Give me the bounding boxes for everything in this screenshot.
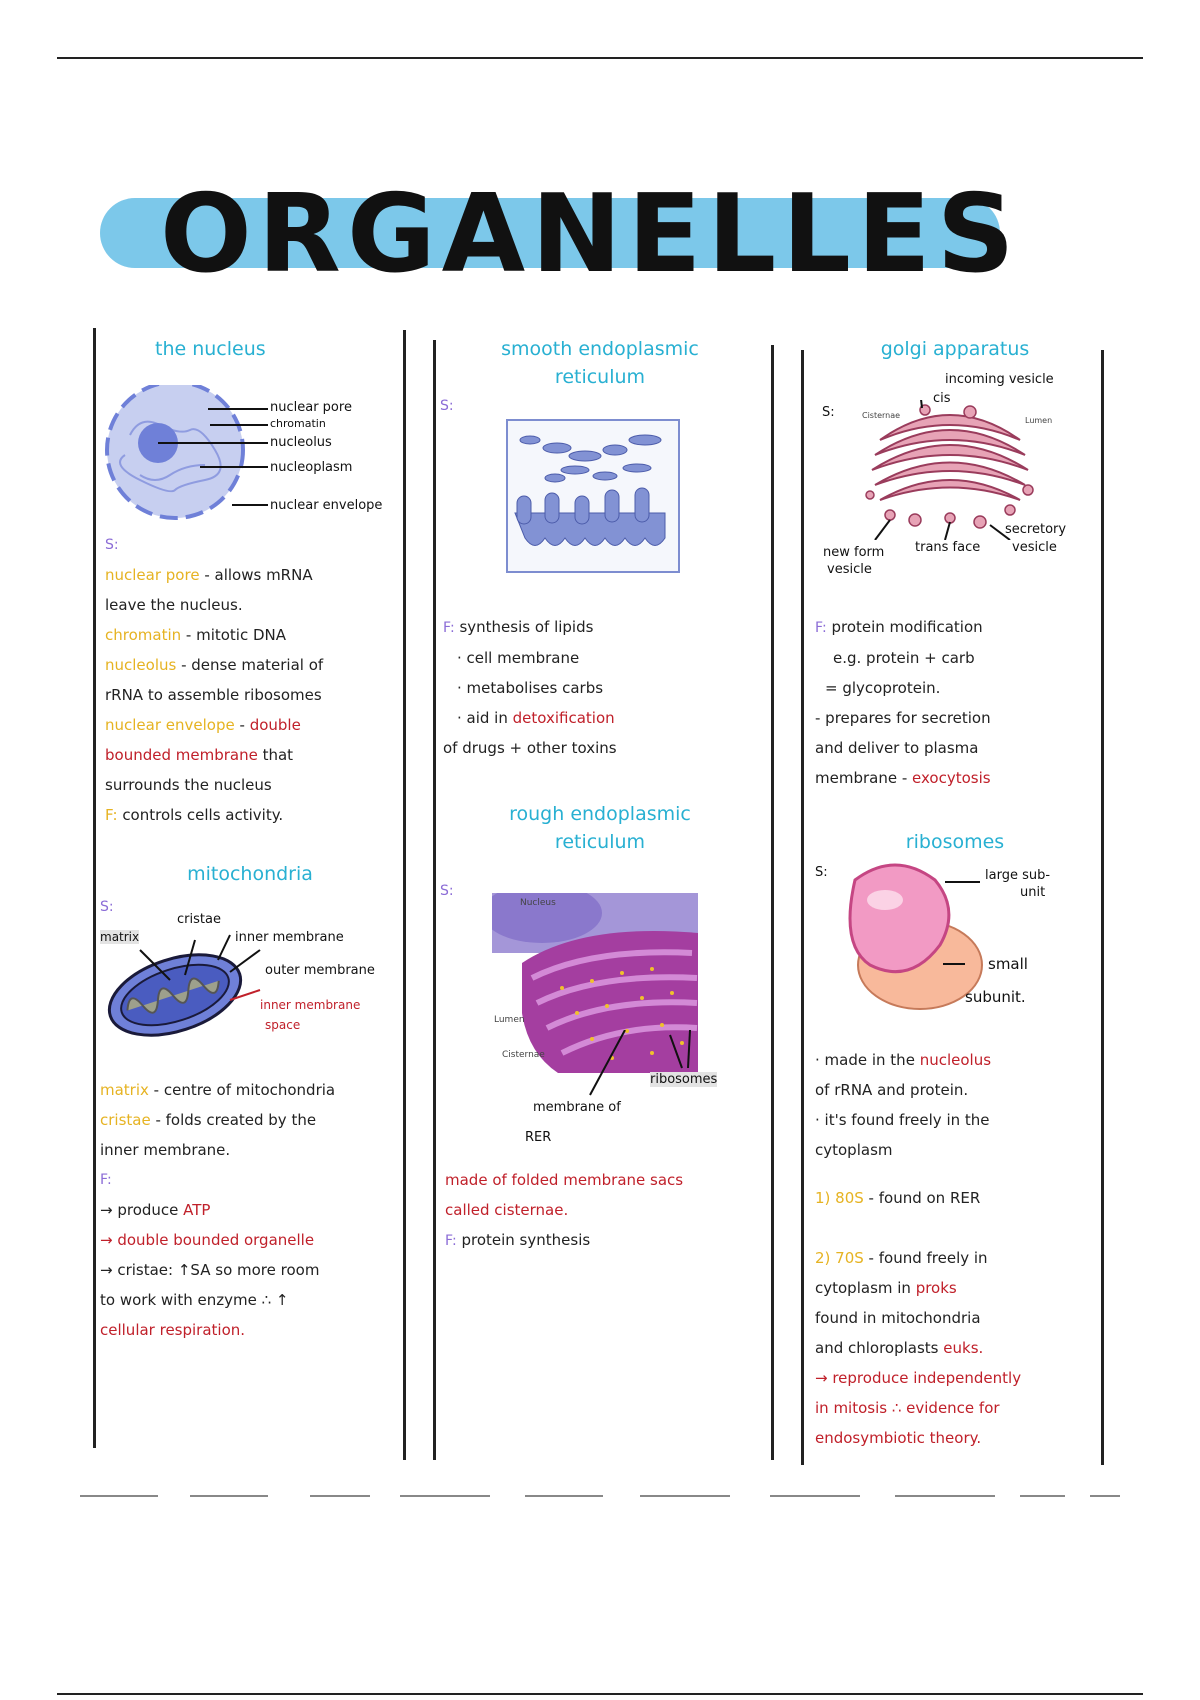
label-outer-membrane: outer membrane xyxy=(265,963,375,978)
mitochondria-s-marker: S: xyxy=(100,899,114,915)
label-intermembrane-space-2: space xyxy=(265,1018,301,1032)
label-new-form-vesicle-2: vesicle xyxy=(827,562,872,577)
golgi-line: - prepares for secretion xyxy=(815,709,991,727)
rer-heading: rough endoplasmic xyxy=(509,803,691,825)
label-rer-nucleus: Nucleus xyxy=(520,898,556,908)
ribo-line: endosymbiotic theory. xyxy=(815,1429,982,1447)
ser-heading-2: reticulum xyxy=(554,366,646,388)
nucleus-line: surrounds the nucleus xyxy=(105,776,272,794)
mito-line: cellular respiration. xyxy=(100,1321,246,1339)
column-divider xyxy=(93,328,96,1448)
mitochondria-heading: mitochondria xyxy=(187,863,313,885)
label-trans-face: trans face xyxy=(915,540,981,555)
mito-line: cristae - folds created by the xyxy=(100,1111,317,1129)
golgi-heading: golgi apparatus xyxy=(880,338,1030,360)
mitochondria-panel xyxy=(100,860,400,922)
golgi-line: membrane - exocytosis xyxy=(815,769,991,787)
label-matrix: matrix xyxy=(100,930,140,944)
label-nucleoplasm: nucleoplasm xyxy=(270,460,353,475)
label-intermembrane-space: inner membrane xyxy=(260,998,361,1012)
ribo-line: cytoplasm xyxy=(815,1141,893,1159)
label-rer-cisternae: Cisternae xyxy=(502,1050,545,1060)
mito-line: → produce ATP xyxy=(100,1201,211,1219)
label-inner-membrane: inner membrane xyxy=(235,930,344,945)
label-secretory-vesicle: secretory xyxy=(1005,522,1067,537)
label-secretory-vesicle-2: vesicle xyxy=(1012,540,1057,555)
mito-line: → double bounded organelle xyxy=(100,1231,315,1249)
ser-line: of drugs + other toxins xyxy=(443,739,617,757)
label-large-subunit: large sub- xyxy=(985,868,1051,883)
ribo-line: · made in the nucleolus xyxy=(815,1051,992,1069)
rer-line: called cisternae. xyxy=(445,1201,569,1219)
page-title: ORGANELLES xyxy=(160,172,1021,297)
label-large-subunit-2: unit xyxy=(1020,885,1046,900)
ser-heading: smooth endoplasmic xyxy=(501,338,699,360)
ser-line: · cell membrane xyxy=(457,649,580,667)
mito-line: → cristae: ↑SA so more room xyxy=(100,1261,320,1279)
ser-s-marker: S: xyxy=(440,398,454,414)
label-rer-lumen: Lumen xyxy=(494,1015,525,1025)
nucleus-s-marker: S: xyxy=(105,537,119,553)
ribo-line: 1) 80S - found on RER xyxy=(815,1189,981,1207)
nucleus-function: F: controls cells activity. xyxy=(105,806,284,824)
mito-line: inner membrane. xyxy=(100,1141,231,1159)
rer-s-marker: S: xyxy=(440,883,454,899)
column-divider xyxy=(433,340,436,1460)
nucleus-notes xyxy=(105,530,400,830)
label-cis: cis xyxy=(933,391,951,406)
nucleus-line: nuclear envelope - double xyxy=(105,716,301,734)
rer-pointers xyxy=(585,1030,705,1110)
ribo-line: and chloroplasts euks. xyxy=(815,1339,984,1357)
golgi-line: e.g. protein + carb xyxy=(833,649,975,667)
nucleus-line: rRNA to assemble ribosomes xyxy=(105,686,322,704)
dashed-divider xyxy=(80,1495,1120,1497)
nucleus-line: bounded membrane that xyxy=(105,746,294,764)
ser-notes xyxy=(443,612,768,763)
mito-line: matrix - centre of mitochondria xyxy=(100,1081,336,1099)
ribosomes-heading: ribosomes xyxy=(905,831,1005,853)
nucleus-line: nucleolus - dense material of xyxy=(105,656,324,674)
rer-line: made of folded membrane sacs xyxy=(445,1171,684,1189)
label-rer-ribosomes: ribosomes xyxy=(650,1072,718,1087)
ribosomes-s-marker: S: xyxy=(815,865,828,880)
ser-diagram xyxy=(505,418,681,574)
ser-line: · aid in detoxification xyxy=(457,709,615,727)
rer-notes xyxy=(445,1165,770,1256)
ribo-line: cytoplasm in proks xyxy=(815,1279,957,1297)
label-incoming-vesicle: incoming vesicle xyxy=(945,372,1054,387)
nucleus-panel xyxy=(100,335,400,363)
label-new-form-vesicle: new form xyxy=(823,545,885,560)
column-divider xyxy=(771,345,774,1460)
label-nuclear-envelope: nuclear envelope xyxy=(270,498,383,513)
label-golgi-lumen: Lumen xyxy=(1025,416,1053,425)
ribo-line: of rRNA and protein. xyxy=(815,1081,969,1099)
golgi-diagram xyxy=(860,400,1040,540)
golgi-panel xyxy=(810,335,1100,363)
nucleus-line: chromatin - mitotic DNA xyxy=(105,626,287,644)
mitochondria-notes xyxy=(100,1075,400,1345)
ribo-line: in mitosis ∴ evidence for xyxy=(815,1399,1000,1417)
golgi-line: = glycoprotein. xyxy=(825,679,941,697)
ribo-line: → reproduce independently xyxy=(815,1369,1022,1387)
ser-panel xyxy=(440,335,760,421)
label-small-subunit-2: subunit. xyxy=(965,988,1026,1006)
title-banner xyxy=(100,170,1021,300)
label-nucleolus: nucleolus xyxy=(270,435,332,450)
label-small-subunit: small xyxy=(988,955,1028,973)
column-divider xyxy=(801,350,804,1465)
top-rule xyxy=(57,57,1143,59)
label-rer-membrane-2: RER xyxy=(525,1130,552,1145)
ribo-line: found in mitochondria xyxy=(815,1309,981,1327)
nucleus-line: nuclear pore - allows mRNA xyxy=(105,566,313,584)
golgi-s-marker: S: xyxy=(822,405,835,420)
label-cristae: cristae xyxy=(177,912,221,927)
label-rer-membrane: membrane of xyxy=(533,1100,621,1115)
ribosomes-notes xyxy=(815,1045,1105,1453)
nucleus-heading: the nucleus xyxy=(155,338,266,360)
column-divider xyxy=(403,330,406,1460)
label-nuclear-pore: nuclear pore xyxy=(270,400,352,415)
nucleus-line: leave the nucleus. xyxy=(105,596,243,614)
golgi-line: F: protein modification xyxy=(815,618,983,636)
golgi-notes xyxy=(815,612,1105,793)
ribo-line: · it's found freely in the xyxy=(815,1111,990,1129)
label-chromatin: chromatin xyxy=(270,417,326,430)
ser-line: F: synthesis of lipids xyxy=(443,618,594,636)
rer-panel xyxy=(440,800,760,906)
ser-line: · metabolises carbs xyxy=(457,679,604,697)
rer-heading-2: reticulum xyxy=(554,831,646,853)
label-golgi-cisternae: Cisternae xyxy=(862,411,901,420)
mito-f-marker: F: xyxy=(100,1172,112,1188)
bottom-rule xyxy=(57,1693,1143,1695)
ribo-line: 2) 70S - found freely in xyxy=(815,1249,988,1267)
mito-line: to work with enzyme ∴ ↑ xyxy=(100,1291,289,1309)
golgi-line: and deliver to plasma xyxy=(815,739,979,757)
rer-function: F: protein synthesis xyxy=(445,1231,591,1249)
ribosomes-panel xyxy=(810,828,1100,856)
